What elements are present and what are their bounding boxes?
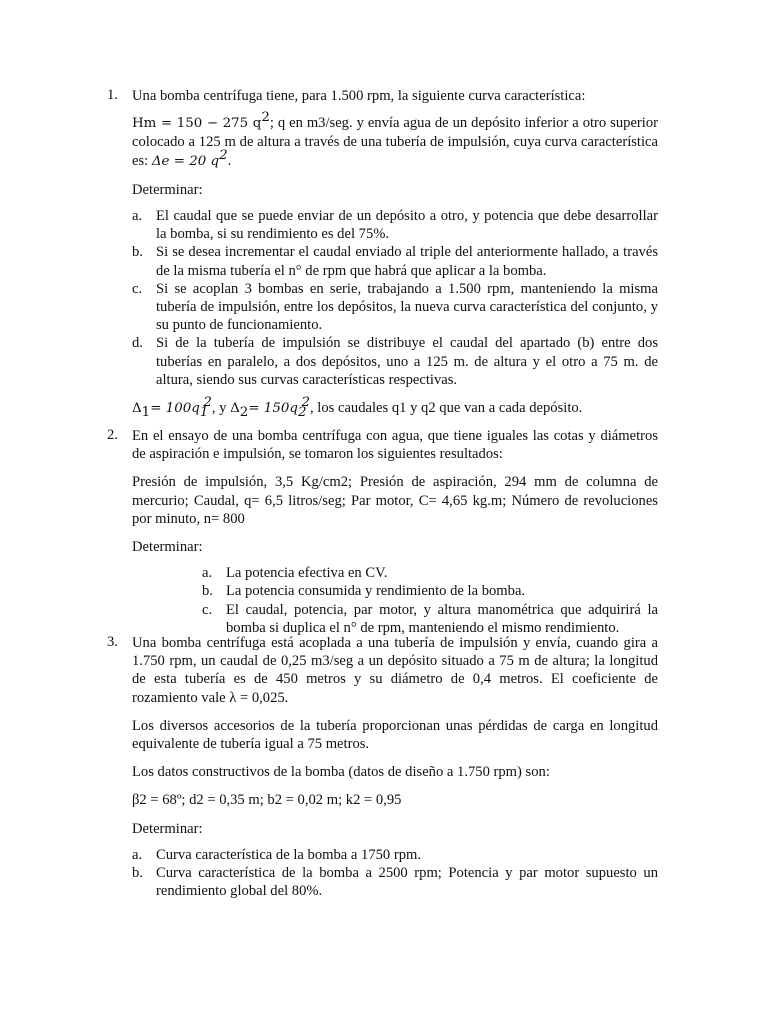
problem-statement: Hm = 150 − 275 $q^2$; q en m3/seg. y envía agua de un depósito inferior a otro superior colocado a 125 m de altura a través de una tubería de impulsión, cuya curva característica es: Δe = 20 $q^2$.: [132, 110, 658, 169]
list-item: b. Curva característica de la bomba a 2500 rpm; Potencia y par motor supuesto un rendimiento global del 80%.: [132, 865, 658, 900]
problem-intro: Una bomba centrífuga está acoplada a una tubería de impulsión y envía, cuando gira a 1.750 rpm, un caudal de 0,25 m3/seg a un depósito situado a 75 m de altura; la longitud de esta tubería es de 450 metros y su diámetro de 0,4 metros. El coeficiente de rozamiento vale λ = 0,025.: [132, 635, 658, 706]
list-item: a. Curva característica de la bomba a 1750 rpm.: [132, 846, 422, 863]
problem-intro: Una bomba centrífuga tiene, para 1.500 rpm, la siguiente curva característica:: [132, 88, 586, 104]
determinar-label: Determinar:: [132, 181, 203, 198]
problem-1: [107, 87, 658, 418]
problem-number: 3.: [107, 634, 118, 650]
list-item: c. Si se acoplan 3 bombas en serie, trabajando a 1.500 rpm, manteniendo la misma tubería de impulsión, entre los depósitos, la nueva curva característica del conjunto, y su punto de funcionamiento.: [132, 280, 658, 334]
list-item: b. Si se desea incrementar el caudal enviado al triple del anteriormente hallado, a través de la misma tubería el n° de rpm que habrá que aplicar a la bomba.: [132, 244, 658, 279]
problem-intro: En el ensayo de una bomba centrífuga con agua, que tiene iguales las cotas y diámetros de aspiración e impulsión, se tomaron los siguientes resultados:: [132, 428, 658, 463]
problem-number: 2.: [107, 427, 118, 443]
list-item: a. La potencia efectiva en CV.: [202, 565, 388, 582]
problem-body: [132, 634, 658, 900]
problem-2: [107, 427, 658, 637]
sub-list: [202, 564, 658, 637]
list-item: c. El caudal, potencia, par motor, y altura manométrica que adquirirá la bomba si duplica el n° de rpm, manteniendo el mismo rendimiento.: [202, 601, 658, 636]
list-item: b. La potencia consumida y rendimiento de la bomba.: [202, 583, 526, 600]
problem-paragraph: Los datos constructivos de la bomba (datos de diseño a 1.750 rpm) son:: [132, 764, 550, 781]
problem-final-equations: $\Delta_1= 100q_1^2$, y $\Delta_2= 150q_2^2$, los caudales q1 y q2 que van a cada depósito.: [132, 395, 583, 420]
determinar-label: Determinar:: [132, 539, 203, 556]
determinar-label: Determinar:: [132, 820, 203, 837]
problem-body: [132, 427, 658, 637]
sub-list: [132, 846, 658, 901]
problem-paragraph: Los diversos accesorios de la tubería proporcionan unas pérdidas de carga en longitud equivalente de tubería igual a 75 metros.: [132, 717, 658, 753]
problem-body: [132, 87, 658, 418]
problem-data: Presión de impulsión, 3,5 Kg/cm2; Presión de aspiración, 294 mm de columna de mercurio; Caudal, q= 6,5 litros/seg; Par motor, C= 4,65 kg.m; Número de revoluciones por minuto, n= 800: [132, 474, 658, 527]
sub-list: [132, 207, 658, 389]
problem-design-data: β2 = 68º; d2 = 0,35 m; b2 = 0,02 m; k2 = 0,95: [132, 792, 402, 809]
list-item: a. El caudal que se puede enviar de un depósito a otro, y potencia que debe desarrollar la bomba, si su rendimiento es del 75%.: [132, 208, 658, 243]
list-item: d. Si de la tubería de impulsión se distribuye el caudal del apartado (b) entre dos tuberías en paralelo, a dos depósitos, uno a 125 m. de altura y el otro a 75 m. de altura, siendo sus curvas características respectivas.: [132, 335, 658, 388]
problem-3: [107, 634, 658, 900]
problem-number: 1.: [107, 87, 118, 103]
